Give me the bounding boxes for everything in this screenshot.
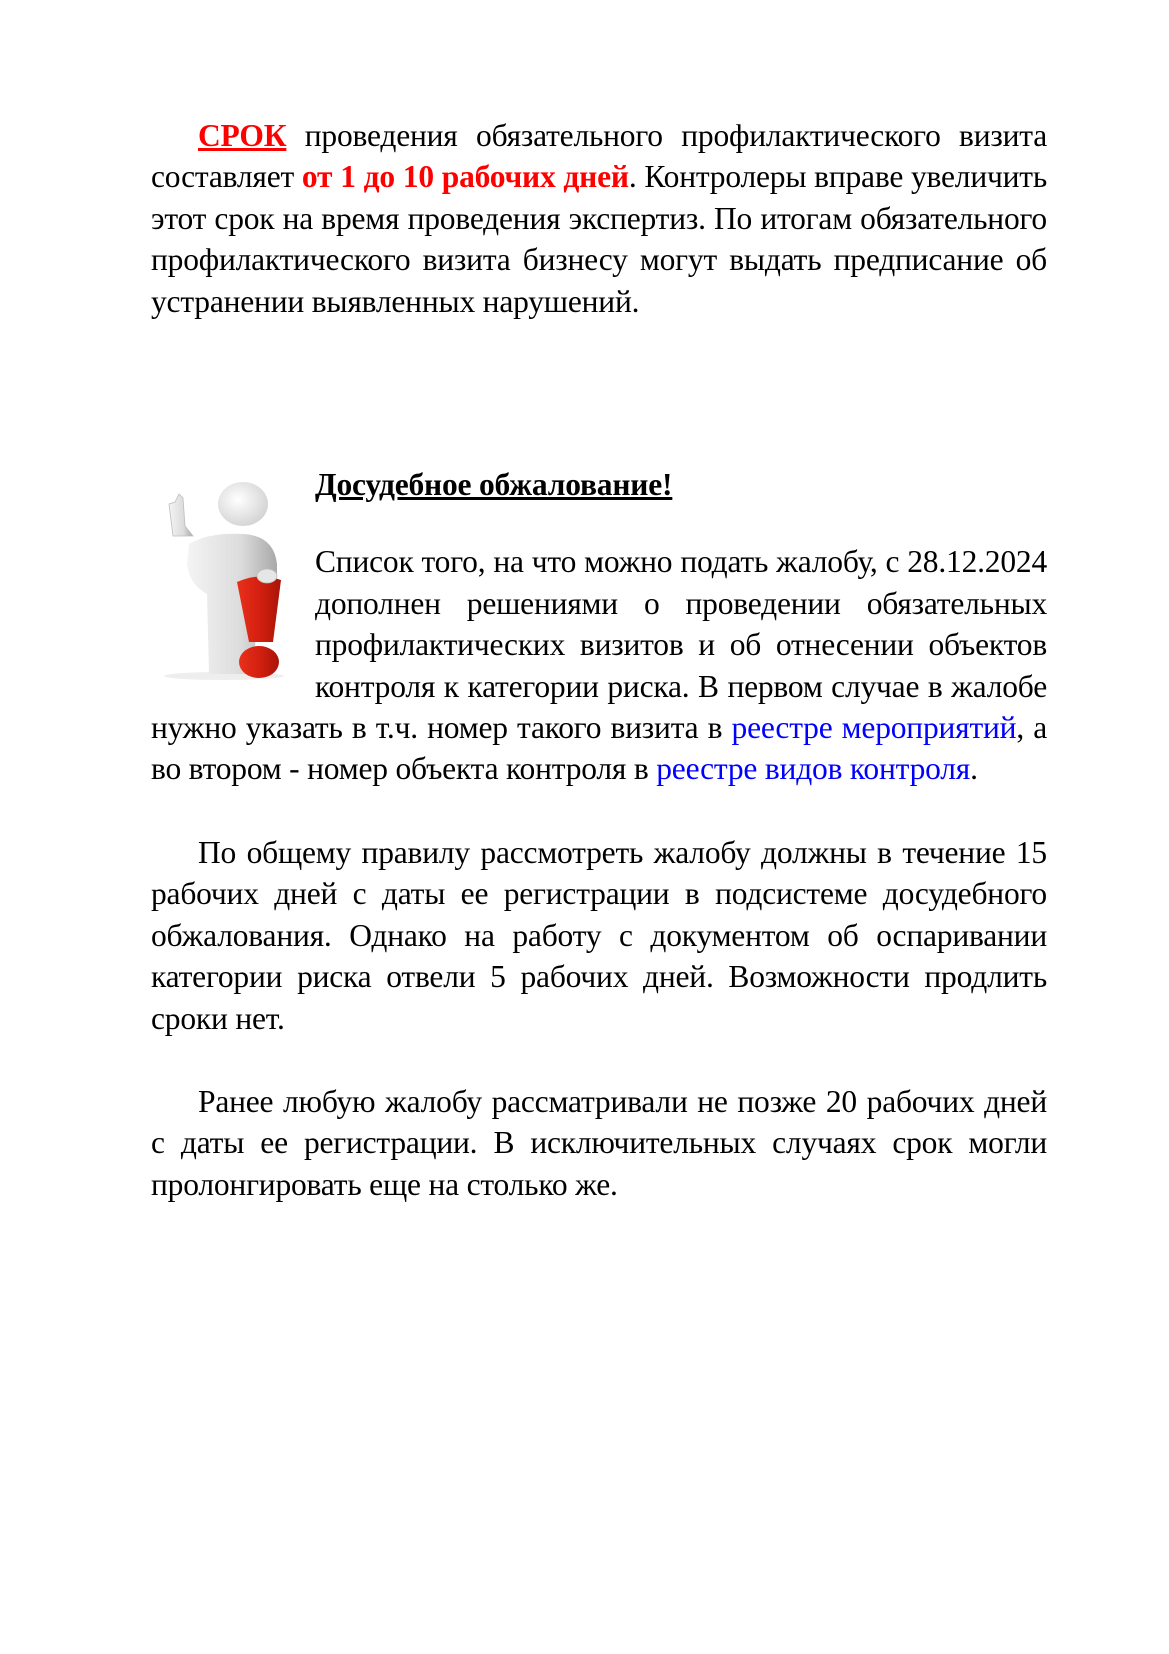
- deadline-highlight: от 1 до 10 рабочих дней: [301, 159, 629, 195]
- person-with-exclamation-icon: [149, 464, 299, 680]
- paragraph-previous-terms: Ранее любую жалобу рассматривали не позже 20 рабочих дней с даты ее регистрации. В исключительных случаях срок могли пролонгировать еще на столько же.: [151, 1083, 1047, 1202]
- section-heading: Досудебное обжалование!: [315, 467, 673, 503]
- paragraph-text: . Контролеры вправе увеличить этот срок на время проведения экспертиз. По итогам обязательного профилактического визита бизнесу могут выдать предписание об устранении выявленных нарушений.: [151, 159, 1048, 319]
- paragraph-text: .: [970, 751, 978, 787]
- paragraph-deadline: [151, 115, 1047, 322]
- spacer: [151, 322, 1047, 446]
- document-page: [151, 115, 1047, 1205]
- control-types-registry-link[interactable]: реестре видов контроля: [656, 751, 971, 787]
- events-registry-link[interactable]: реестре мероприятий: [731, 710, 1017, 746]
- spacer: [151, 1039, 1047, 1081]
- paragraph-text: Список того, на что можно подать жалобу, с 28.12.2024 дополнен решениями о проведении обязательных профилактических визитов и об отнесении объектов контроля к категории риска. В первом случае в жалобе нужно указать в т.ч. номер такого визита в: [151, 544, 1047, 746]
- appeal-section: [151, 464, 1047, 1205]
- spacer: [151, 790, 1047, 832]
- deadline-lead-word: СРОК: [198, 118, 287, 153]
- paragraph-text: проведения обязательного профилактического визита составляет: [151, 118, 1047, 195]
- paragraph-text: , а во втором - номер объекта контроля в: [151, 710, 1047, 787]
- paragraph-review-terms: По общему правилу рассмотреть жалобу должны в течение 15 рабочих дней с даты ее регистрации в подсистеме досудебного обжалования. Однако на работу с документом об оспаривании категории риска отвели 5 рабочих дней. Возможности продлить сроки нет.: [151, 834, 1047, 1036]
